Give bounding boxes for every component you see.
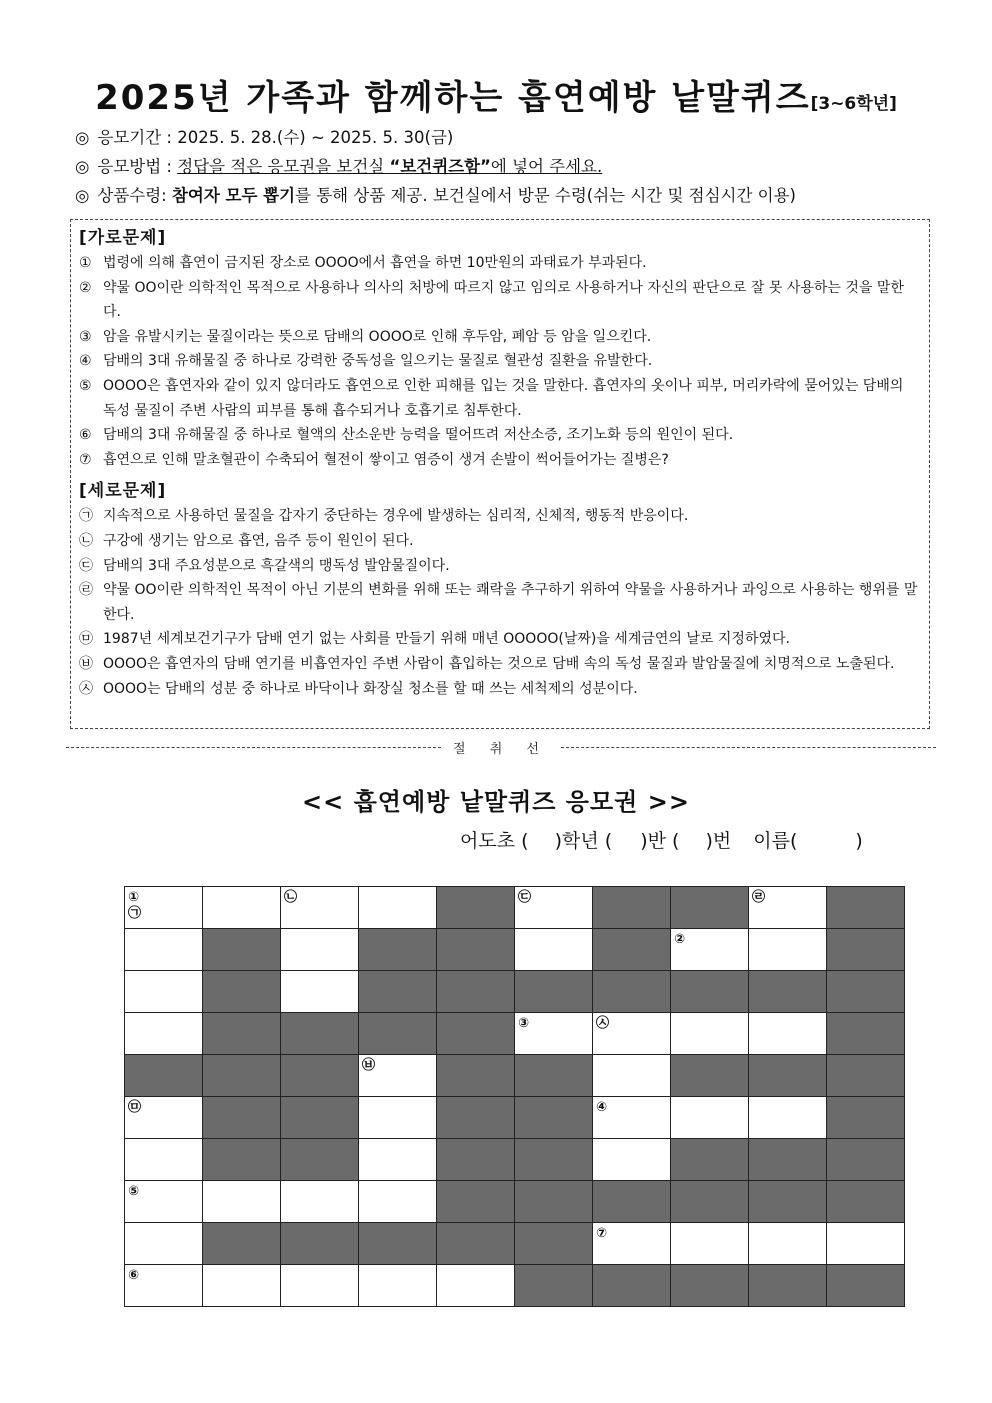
grid-cell-blocked [125,1055,203,1097]
grid-cell-blocked [593,971,671,1013]
grid-cell[interactable] [125,1181,203,1223]
grid-cell[interactable] [593,1139,671,1181]
clue-text: OOOO은 흡연자의 담배 연기를 비흡연자인 주변 사람이 흡입하는 것으로 담배 속의 독성 물질과 발암물질에 치명적으로 노출된다. [103,655,895,672]
grid-cell-blocked [593,1181,671,1223]
grid-cell-blocked [593,887,671,929]
grid-cell-blocked [827,887,905,929]
grid-cell-number: ㉥ [362,1058,376,1073]
grid-row [125,1097,905,1139]
grid-cell[interactable] [437,1265,515,1307]
clue-text: OOOO는 담배의 성분 중 하나로 바닥이나 화장실 청소를 할 때 쓰는 세척제의 성분이다. [103,680,638,697]
grid-cell-blocked [515,1265,593,1307]
grid-cell-number: ⑦ [596,1226,608,1241]
grid-cell[interactable] [359,1097,437,1139]
grid-cell-number: ⑤ [128,1184,140,1199]
clue-text: 약물 OO이란 의학적인 목적이 아닌 기분의 변화를 위해 또는 쾌락을 추구하기 위하여 약물을 사용하거나 과잉으로 사용하는 행위를 말한다. [103,582,918,623]
grid-cell[interactable] [593,1055,671,1097]
grid-cell[interactable] [281,929,359,971]
grid-cell-blocked [749,1139,827,1181]
across-clue [79,325,921,350]
down-clue-list [79,504,921,701]
grid-cell-blocked [203,1055,281,1097]
down-clue [79,554,921,579]
grid-cell[interactable] [281,1265,359,1307]
grid-cell[interactable] [593,1223,671,1265]
class-label: )반 ( [640,830,680,852]
grid-cell[interactable] [359,1181,437,1223]
grid-cell-blocked [515,1097,593,1139]
grid-cell[interactable] [671,1013,749,1055]
page-title [0,70,992,119]
grid-cell[interactable] [749,1097,827,1139]
clue-text: 지속적으로 사용하던 물질을 갑자기 중단하는 경우에 발생하는 심리적, 신체적, 행동적 반응이다. [103,508,689,525]
clue-number: ④ [79,353,92,370]
grid-cell-blocked [671,1139,749,1181]
grid-cell-blocked [515,971,593,1013]
grid-cell-blocked [827,929,905,971]
grid-cell-blocked [437,1139,515,1181]
name-close: ) [855,830,863,852]
grid-cell-blocked [749,1181,827,1223]
number-label: )번 [705,830,732,852]
grid-cell[interactable] [749,887,827,929]
grid-cell-blocked [827,1097,905,1139]
grid-cell-blocked [437,887,515,929]
grid-cell-number: ③ [518,1016,530,1031]
grid-cell[interactable] [125,887,203,929]
bullet-mark: ◎ [75,128,90,147]
clue-text: OOOO은 흡연자와 같이 있지 않더라도 흡연으로 인한 피해를 입는 것을 말한다. 흡연자의 옷이나 피부, 머리카락에 묻어있는 담배의 독성 물질이 주변 사람의 피부를 통해 흡수되거나 호흡기로 침투한다. [103,377,904,419]
method-label: 응모방법 : [97,157,178,176]
grid-cell[interactable] [671,929,749,971]
grid-cell-blocked [203,1013,281,1055]
grid-cell[interactable] [203,1181,281,1223]
grid-cell-blocked [437,1055,515,1097]
grid-cell-blocked [671,1181,749,1223]
grid-cell-blocked [281,1013,359,1055]
down-clue [79,652,921,677]
info-period [75,124,453,148]
clue-number: ㉢ [79,557,93,574]
grid-cell-blocked [593,929,671,971]
grid-cell[interactable] [125,971,203,1013]
clue-text: 구강에 생기는 암으로 흡연, 음주 등이 원인이 된다. [103,532,414,549]
grid-cell[interactable] [359,1265,437,1307]
grid-cell-blocked [437,1181,515,1223]
clue-number: ㉡ [79,532,93,549]
grid-cell[interactable] [125,1097,203,1139]
grid-cell[interactable] [281,1181,359,1223]
grid-cell-blocked [281,1223,359,1265]
grid-cell-number: ① ㉠ [128,890,142,921]
grid-cell[interactable] [125,1139,203,1181]
grid-cell[interactable] [203,1265,281,1307]
grid-cell-blocked [359,971,437,1013]
down-clue [79,504,921,529]
grid-cell[interactable] [515,1013,593,1055]
clue-number: ㉥ [79,655,93,672]
info-method [75,153,602,177]
grid-cell-blocked [593,1265,671,1307]
clue-number: ㉤ [79,631,93,648]
grid-cell-blocked [515,1223,593,1265]
grid-row [125,1139,905,1181]
grid-cell-blocked [515,1139,593,1181]
cut-dash-right [561,747,936,748]
clue-text: 담배의 3대 유해물질 중 하나로 혈액의 산소운반 능력을 떨어뜨려 저산소증, 조기노화 등의 원인이 된다. [103,427,734,444]
grid-cell-blocked [281,1055,359,1097]
grid-cell-blocked [671,1265,749,1307]
cut-label: 절 취 선 [453,742,549,757]
across-title: [가로문제] [79,228,167,248]
grid-cell[interactable] [749,929,827,971]
clue-text: 약물 OO이란 의학적인 목적으로 사용하나 의사의 처방에 따르지 않고 임의로 사용하거나 자신의 판단으로 잘 못 사용하는 것을 말한다. [103,279,904,321]
grid-cell-number: ㉡ [284,890,298,905]
grid-cell-blocked [281,1097,359,1139]
grid-cell-number: ㉢ [518,890,532,905]
grid-cell-blocked [203,1097,281,1139]
clue-number: ㉠ [79,508,93,525]
grid-cell-blocked [671,887,749,929]
grid-cell-blocked [437,1013,515,1055]
crossword-grid [124,886,905,1307]
info-prize [75,182,796,206]
grid-cell[interactable] [827,1223,905,1265]
grid-cell[interactable] [749,1013,827,1055]
grid-cell-blocked [671,971,749,1013]
across-clue [79,276,921,325]
down-clue [79,627,921,652]
grid-cell-number: ② [674,932,686,947]
grid-cell-blocked [203,1139,281,1181]
grid-cell[interactable] [671,1223,749,1265]
clue-number: ⑤ [79,377,92,394]
grid-cell-blocked [203,929,281,971]
grid-cell[interactable] [515,887,593,929]
grid-row [125,1223,905,1265]
grid-cell-blocked [749,971,827,1013]
grid-cell-blocked [749,1265,827,1307]
clue-text: 담배의 3대 유해물질 중 하나로 강력한 중독성을 일으키는 물질로 혈관성 질환을 유발한다. [103,353,653,370]
grid-cell-blocked [437,971,515,1013]
entry-info [460,826,863,853]
grid-cell-blocked [827,1013,905,1055]
grid-cell[interactable] [671,1097,749,1139]
grid-cell[interactable] [281,971,359,1013]
grid-cell-blocked [827,1055,905,1097]
entry-title: << 흡연예방 낱말퀴즈 응모권 >> [302,788,690,816]
grid-row [125,1055,905,1097]
bullet-mark: ◎ [75,186,90,205]
cut-dash-left [66,747,441,748]
grid-cell-number: ㉣ [752,890,766,905]
clue-number: ③ [79,328,92,345]
clue-number: ① [79,255,92,271]
grid-row [125,929,905,971]
across-clue [79,349,921,374]
grid-cell-blocked [359,929,437,971]
title-grade: [3~6학년] [810,94,897,114]
title-main: 2025년 가족과 함께하는 흡연예방 낱말퀴즈 [95,78,811,118]
grid-cell[interactable] [125,929,203,971]
grid-cell-blocked [515,1055,593,1097]
grid-cell[interactable] [125,1223,203,1265]
clue-number: ⑥ [79,427,92,444]
school-label: 어도초 ( [460,830,529,852]
across-clue [79,423,921,448]
grid-cell-blocked [827,1139,905,1181]
prize-tail: 를 통해 상품 제공. 보건실에서 방문 수령(쉬는 시간 및 점심시간 이용) [295,186,796,205]
clue-number: ② [79,279,92,296]
grid-cell-blocked [359,1223,437,1265]
grid-cell[interactable] [203,887,281,929]
grid-cell[interactable] [359,1139,437,1181]
grid-cell[interactable] [281,887,359,929]
clue-text: 법령에 의해 흡연이 금지된 장소로 OOOO에서 흡연을 하면 10만원의 과태료가 부과된다. [103,255,647,271]
down-clue [79,529,921,554]
grid-row [125,971,905,1013]
grid-cell-blocked [749,1055,827,1097]
grid-cell-blocked [827,1265,905,1307]
grid-cell-blocked [437,929,515,971]
down-title: [세로문제] [79,481,167,502]
clue-box [70,219,930,729]
clue-text: 담배의 3대 주요성분으로 흑갈색의 맹독성 발암물질이다. [103,557,450,574]
grid-cell-blocked [671,1055,749,1097]
grid-cell[interactable] [359,887,437,929]
down-clue [79,578,921,627]
period-text: 응모기간 : 2025. 5. 28.(수) ~ 2025. 5. 30(금) [97,128,454,147]
clue-number: ⑦ [79,451,92,468]
grid-cell-blocked [203,1223,281,1265]
grid-cell[interactable] [125,1013,203,1055]
grid-cell[interactable] [593,1013,671,1055]
grid-row [125,1013,905,1055]
grid-cell[interactable] [593,1097,671,1139]
clue-number: ㉣ [79,582,93,599]
bullet-mark: ◎ [75,157,90,176]
grid-row [125,1265,905,1307]
grid-cell-blocked [515,1181,593,1223]
clue-number: ㉦ [79,680,93,697]
grid-cell[interactable] [749,1223,827,1265]
across-clue-list [79,251,921,472]
name-label: 이름( [753,830,798,852]
prize-bold: 참여자 모두 뽑기 [171,186,296,205]
grid-cell-blocked [437,1097,515,1139]
down-clue [79,677,921,702]
grid-cell[interactable] [125,1265,203,1307]
grid-row [125,887,905,929]
grid-cell-blocked [827,971,905,1013]
grid-cell-blocked [437,1223,515,1265]
grid-cell-number: ④ [596,1100,608,1115]
across-clue [79,448,921,473]
method-underlined: 정답을 적은 응모권을 보건실 “보건퀴즈함”에 넣어 주세요. [177,157,603,176]
clue-text: 1987년 세계보건기구가 담배 연기 없는 사회를 만들기 위해 매년 OOOOO(날짜)을 세계금연의 날로 지정하였다. [103,631,790,648]
cut-line [66,738,936,757]
across-clue [79,251,921,276]
grid-cell-blocked [359,1013,437,1055]
grid-cell-blocked [281,1139,359,1181]
grid-cell[interactable] [515,929,593,971]
grid-cell[interactable] [359,1055,437,1097]
grid-cell-number: ㉦ [596,1016,610,1031]
clue-text: 흡연으로 인해 말초혈관이 수축되어 혈전이 쌓이고 염증이 생겨 손발이 썩어들어가는 질병은? [103,451,669,468]
grade-label: )학년 ( [554,830,613,852]
grid-cell-number: ㉤ [128,1100,142,1115]
grid-cell-number: ⑥ [128,1268,140,1283]
across-clue [79,374,921,423]
prize-label: 상품수령: [97,186,172,205]
grid-row [125,1181,905,1223]
clue-text: 암을 유발시키는 물질이라는 뜻으로 담배의 OOOO로 인해 후두암, 폐암 등 암을 일으킨다. [103,328,652,345]
grid-cell-blocked [827,1181,905,1223]
grid-cell-blocked [203,971,281,1013]
